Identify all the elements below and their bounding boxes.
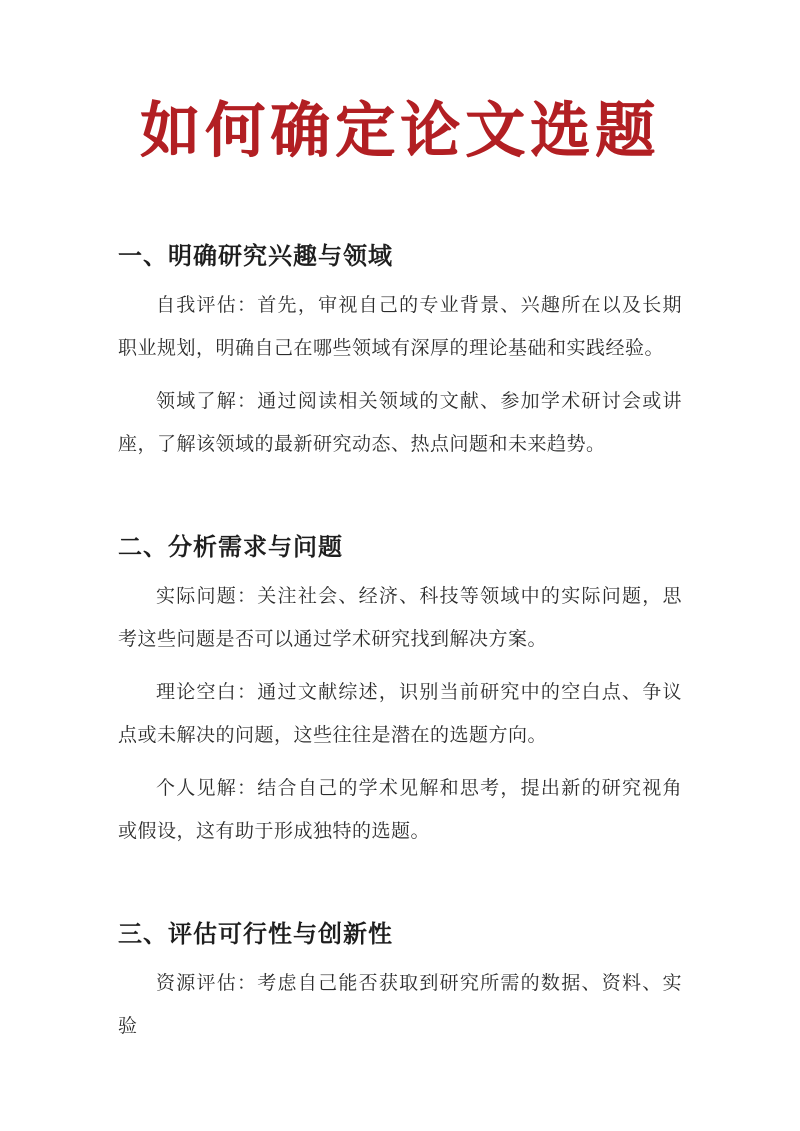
section-needs-problems <box>118 530 682 853</box>
section-1-paragraph-self-assessment: 自我评估：首先，审视自己的专业背景、兴趣所在以及长期职业规划，明确自己在哪些领域有深厚的理论基础和实践经验。 <box>118 295 682 359</box>
section-3-paragraph-resource-assessment: 资源评估：考虑自己能否获取到研究所需的数据、资料、实验 <box>118 973 682 1037</box>
section-1-heading: 一、明确研究兴趣与领域 <box>118 244 393 270</box>
section-feasibility-innovation <box>118 917 682 1048</box>
section-research-interest <box>118 239 682 466</box>
document-title: 如何确定论文选题 <box>140 98 660 164</box>
section-2-paragraph-theoretical-gaps: 理论空白：通过文献综述，识别当前研究中的空白点、争议点或未解决的问题，这些往往是潜在的选题方向。 <box>118 682 682 746</box>
section-2-heading: 二、分析需求与问题 <box>118 535 343 561</box>
section-3-heading: 三、评估可行性与创新性 <box>118 922 393 948</box>
section-2-paragraph-personal-insights: 个人见解：结合自己的学术见解和思考，提出新的研究视角或假设，这有助于形成独特的选题。 <box>118 778 682 842</box>
section-1-paragraph-field-understanding: 领域了解：通过阅读相关领域的文献、参加学术研讨会或讲座，了解该领域的最新研究动态、热点问题和未来趋势。 <box>118 391 682 455</box>
section-2-paragraph-practical-problems: 实际问题：关注社会、经济、科技等领域中的实际问题，思考这些问题是否可以通过学术研究找到解决方案。 <box>118 586 682 650</box>
